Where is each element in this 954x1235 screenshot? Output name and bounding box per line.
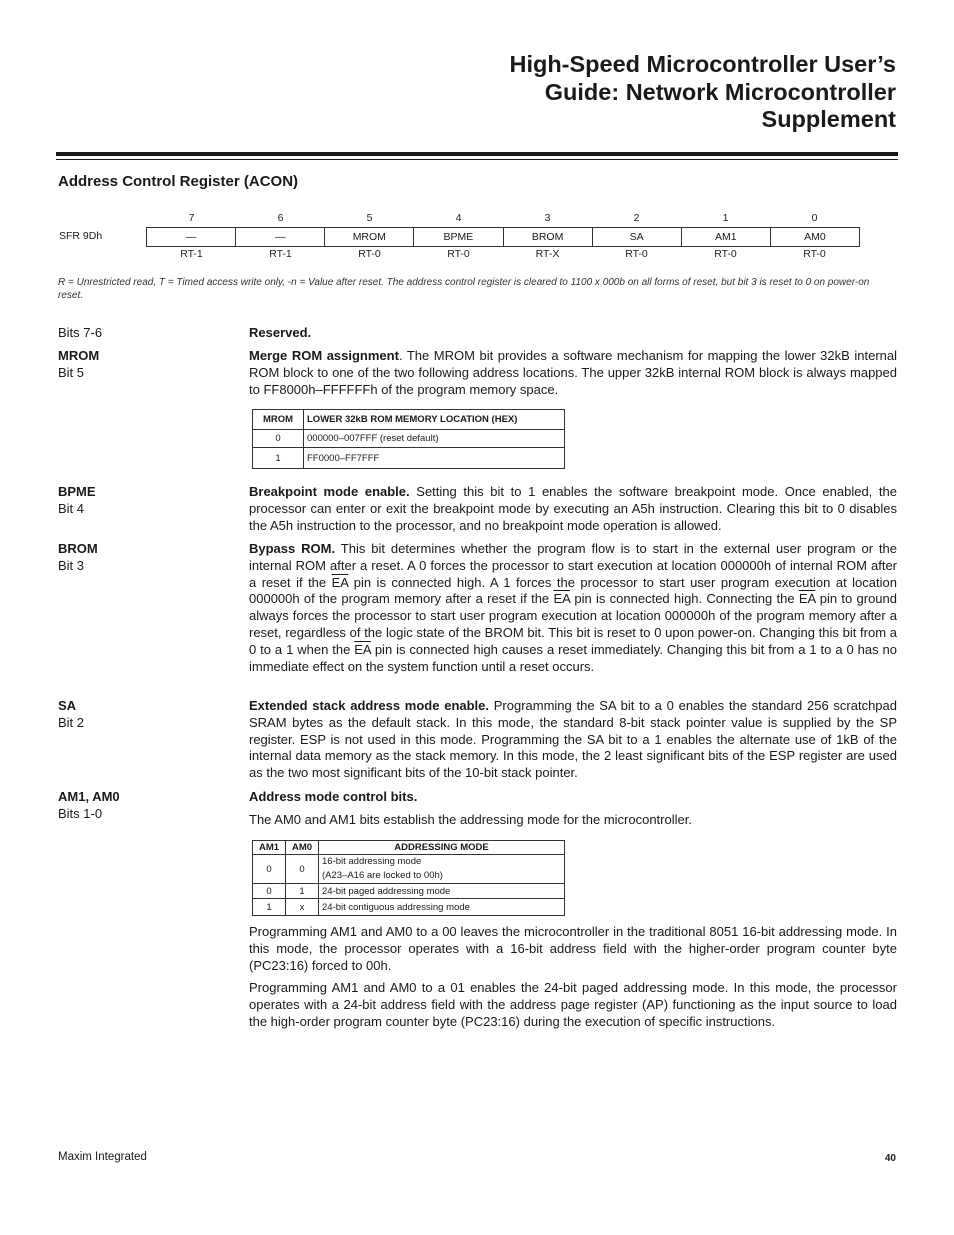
access-value: RT-0: [358, 248, 381, 260]
table-cell: [319, 855, 565, 884]
register-fields: [146, 227, 860, 247]
table-header: MROM: [253, 410, 304, 430]
table-header: ADDRESSING MODE: [319, 841, 565, 855]
table-cell: x: [286, 899, 319, 916]
access-value: RT-0: [714, 248, 737, 260]
bits-label: Bits 1-0: [58, 805, 103, 821]
register-field: BPME: [414, 228, 503, 246]
ea-pin: $\overline{EA}$: [553, 591, 571, 607]
section-heading: Address Control Register (ACON): [58, 173, 299, 190]
register-field: MROM: [325, 228, 414, 246]
bit-number: 0: [811, 212, 818, 224]
brom-text: pin is connected high causes a reset immediately. Changing this bit from a 1 to a 0 has no immediate effect on the system function until a reset occurs.: [249, 641, 897, 674]
table-cell: 0: [253, 884, 286, 899]
bit-number: 1: [722, 212, 729, 224]
mode-line: (A23–A16 are locked to 00h): [322, 870, 443, 881]
table-cell: 0: [286, 855, 319, 884]
table-row: [253, 884, 565, 899]
header-rule-thin: [56, 159, 898, 160]
brom-label: [58, 541, 98, 575]
register-note: R = Unrestricted read, T = Timed access write only, -n = Value after reset. The address control register is cleared to 1100 x 000b on all forms of reset, but bit 3 is reset to 0 on power-on reset.: [58, 277, 870, 301]
bit-name: BROM: [58, 541, 98, 556]
bits-label: Bit 2: [58, 714, 85, 730]
ea-pin: $\overline{EA}$: [331, 574, 349, 590]
footer-company: Maxim Integrated: [58, 1151, 147, 1163]
access-value: RT-0: [447, 248, 470, 260]
register-field: AM0: [804, 231, 826, 243]
reserved-title: Reserved.: [249, 325, 312, 340]
register-bit-numbers: [147, 212, 859, 224]
mode-line: 16-bit addressing mode: [322, 856, 422, 867]
brom-text: pin to ground always forces the processor to start user program execution at location 000000h of the program memory after a reset, regardless of the logic state of the BROM bit. This bit is reset to 0 upon power-on. Changing this bit from a 0 to a 1 when the: [249, 591, 897, 657]
title-line-3: Supplement: [761, 106, 896, 132]
table-row: [253, 430, 565, 448]
header-rule-thick: [56, 152, 898, 156]
register-field: SA: [593, 228, 682, 246]
bits-label: Bit 4: [58, 500, 85, 516]
bpme-description: [249, 484, 897, 534]
bpme-title: Breakpoint mode enable.: [249, 484, 410, 499]
mrom-label: [58, 348, 99, 382]
brom-text: This bit determines whether the program flow is to start in the external user program or the internal ROM after a reset. A 0 forces the processor to start execution at location 000000h of internal ROM after a reset if the: [249, 541, 898, 590]
bit-number: 3: [544, 212, 551, 224]
title-line-1: High-Speed Microcontroller User’s: [509, 51, 896, 77]
am-label: [58, 789, 120, 823]
table-cell: 0: [253, 430, 304, 448]
bit-name: MROM: [58, 348, 100, 363]
access-value: RT-0: [803, 248, 826, 260]
bits-label: Bits 7-6: [58, 325, 103, 340]
table-cell: FF0000–FF7FFF: [304, 448, 565, 469]
brom-text: pin is connected high. Connecting the: [570, 591, 799, 607]
mrom-table: [252, 409, 565, 469]
bit-name: AM1, AM0: [58, 789, 120, 804]
bit-number: 6: [277, 212, 284, 224]
bit-number: 4: [455, 212, 462, 224]
register-field: —: [236, 228, 325, 246]
reserved-description: [249, 325, 897, 342]
access-value: RT-1: [180, 248, 203, 260]
mrom-title: Merge ROM assignment: [249, 348, 399, 363]
sa-label: [58, 698, 84, 732]
table-row: [253, 855, 565, 884]
table-cell: 0: [253, 855, 286, 884]
title-line-2: Guide: Network Microcontroller: [544, 78, 896, 105]
page-number: 40: [884, 1153, 896, 1164]
brom-description: [249, 541, 897, 675]
addressing-mode-table: [252, 840, 565, 916]
bits-label: Bit 3: [58, 557, 85, 573]
register-access-row: [147, 248, 859, 260]
table-header: LOWER 32kB ROM MEMORY LOCATION (HEX): [304, 410, 565, 430]
table-header: AM1: [253, 841, 286, 855]
table-cell: 000000–007FFF (reset default): [304, 430, 565, 448]
table-row: [253, 448, 565, 469]
table-cell: 24-bit paged addressing mode: [319, 884, 565, 899]
register-field: AM1: [682, 228, 771, 246]
mrom-text: . The MROM bit provides a software mechanism for mapping the lower 32kB internal ROM block to one of the two following address locations. The upper 32kB internal ROM block is always mapped to FF8000h–FFFFFFh of the program memory space.: [249, 348, 897, 397]
am-paragraph-1: Programming AM1 and AM0 to a 00 leaves the microcontroller in the traditional 8051 16-bit addressing mode. In this mode, the processor operates with a 16-bit address field with the higher-order program counter byte (PC23:16) forced to 00h.: [249, 924, 897, 973]
bit-number: 7: [188, 212, 195, 224]
access-value: RT-1: [269, 248, 292, 260]
table-cell: 1: [253, 899, 286, 916]
table-cell: 1: [286, 884, 319, 899]
am-title: Address mode control bits.: [249, 789, 418, 804]
table-row: [253, 899, 565, 916]
bpme-text: Setting this bit to 1 enables the software breakpoint mode. Once enabled, the processor can enter or exit the breakpoint mode by executing an A5h instruction. Clearing this bit to 0 disables the A5h instruction to the processor, and no breakpoint mode operation is allowed.: [249, 484, 898, 533]
brom-title: Bypass ROM.: [249, 541, 336, 556]
ea-pin: $\overline{EA}$: [798, 591, 816, 607]
ea-pin: $\overline{EA}$: [354, 641, 371, 657]
bit-number: 2: [633, 212, 640, 224]
bit-name: SA: [58, 698, 77, 713]
bit-name: BPME: [58, 484, 96, 499]
access-value: RT-0: [625, 248, 648, 260]
sa-description: [249, 698, 897, 782]
register-field: —: [147, 228, 236, 246]
bit-number: 5: [366, 212, 373, 224]
register-address: SFR 9Dh: [59, 230, 103, 242]
table-header: AM0: [286, 841, 319, 855]
am-title-line: [249, 789, 897, 806]
access-value: RT-X: [535, 248, 560, 260]
document-title: [336, 51, 896, 134]
sa-text: Programming the SA bit to a 0 enables the standard 256 scratchpad SRAM bytes as the default stack. In this mode, the standard 8-bit stack pointer value is supplied by the SP register. ESP is not used in this mode. Programming the SA bit to a 1 enables the alternate use of 1kB of the internal data memory as the stack memory. In this mode, the 2 least significant bits of the ESP register are used as the two most significant bits of the 10-bit stack pointer.: [249, 698, 897, 781]
am-intro: The AM0 and AM1 bits establish the addressing mode for the microcontroller.: [249, 812, 692, 827]
mrom-description: [249, 348, 897, 398]
brom-text: pin is connected high. A 1 forces the processor to start user program execution at location 000000h of the program memory after a reset if the: [249, 574, 897, 607]
bpme-label: [58, 484, 96, 518]
register-field: BROM: [504, 228, 593, 246]
table-cell: 24-bit contiguous addressing mode: [319, 899, 565, 916]
reserved-bits-label: [58, 325, 102, 342]
table-cell: 1: [253, 448, 304, 469]
sa-title: Extended stack address mode enable.: [249, 698, 490, 713]
bits-label: Bit 5: [58, 364, 85, 380]
am-paragraph-2: Programming AM1 and AM0 to a 01 enables the 24-bit paged addressing mode. In this mode, the processor operates with a 24-bit address field with the address page register (AP) functioning as the input source to load the high-order program counter byte (PC23:16) during the execution of specific instructions.: [249, 980, 897, 1029]
